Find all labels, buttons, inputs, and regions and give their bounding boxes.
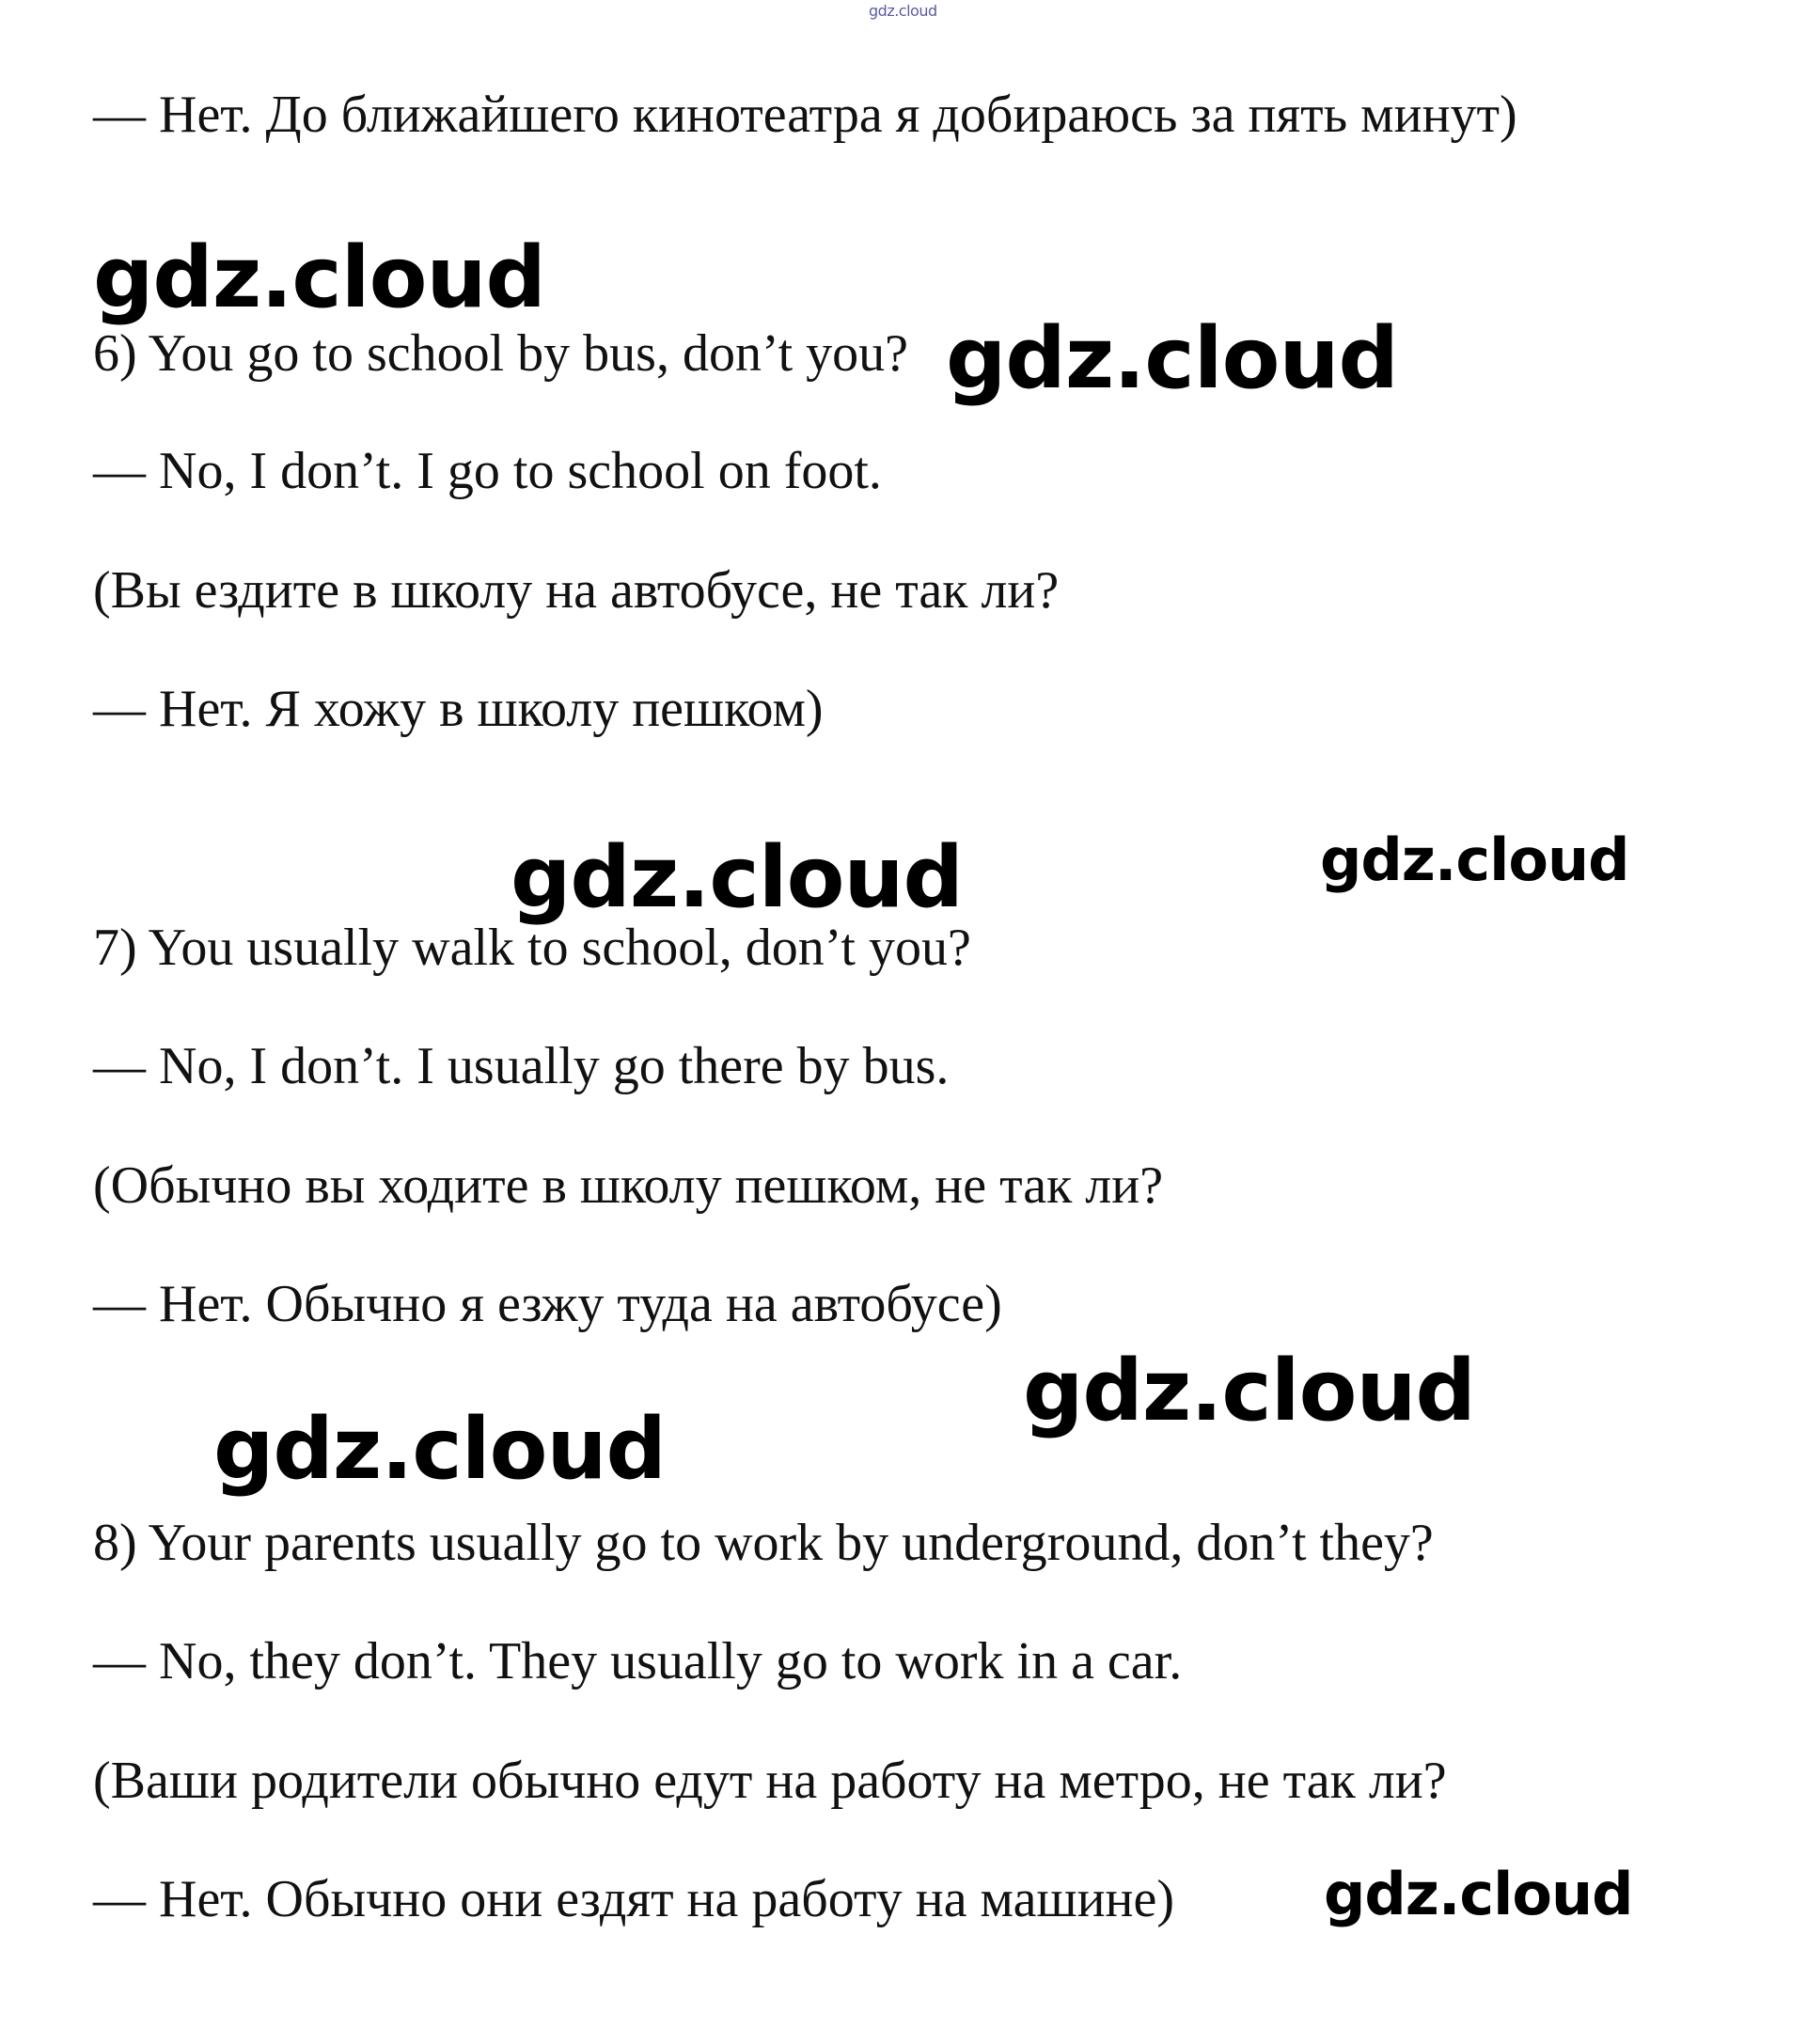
text-line: — Нет. Я хожу в школу пешком): [93, 680, 824, 738]
watermark: gdz.cloud: [1320, 825, 1629, 894]
text-line: — Нет. Обычно я езжу туда на автобусе): [93, 1275, 1002, 1333]
text-line: — Нет. Обычно они ездят на работу на машине): [93, 1870, 1175, 1928]
text-line: 6) You go to school by bus, don’t you?: [93, 324, 909, 383]
watermark: gdz.cloud: [1023, 1342, 1475, 1440]
watermark: gdz.cloud: [93, 228, 545, 327]
text-line: — No, I don’t. I go to school on foot.: [93, 442, 882, 500]
watermark: gdz.cloud: [1324, 1860, 1633, 1928]
watermark: gdz.cloud: [213, 1400, 666, 1499]
text-line: (Ваши родители обычно едут на работу на метро, не так ли?: [93, 1752, 1447, 1810]
text-line: 7) You usually walk to school, don’t you?: [93, 919, 971, 977]
watermark: gdz.cloud: [946, 309, 1398, 408]
text-line: (Вы ездите в школу на автобусе, не так ли?: [93, 561, 1060, 620]
text-line: — No, I don’t. I usually go there by bus.: [93, 1037, 950, 1095]
text-line: — Нет. До ближайшего кинотеатра я добираюсь за пять минут): [93, 86, 1517, 144]
text-line: (Обычно вы ходите в школу пешком, не так ли?: [93, 1156, 1164, 1215]
text-line: — No, they don’t. They usually go to work in a car.: [93, 1632, 1183, 1690]
watermark: gdz.cloud: [511, 828, 963, 927]
text-line: 8) Your parents usually go to work by underground, don’t they?: [93, 1514, 1434, 1572]
source-mark: gdz.cloud: [869, 2, 937, 20]
